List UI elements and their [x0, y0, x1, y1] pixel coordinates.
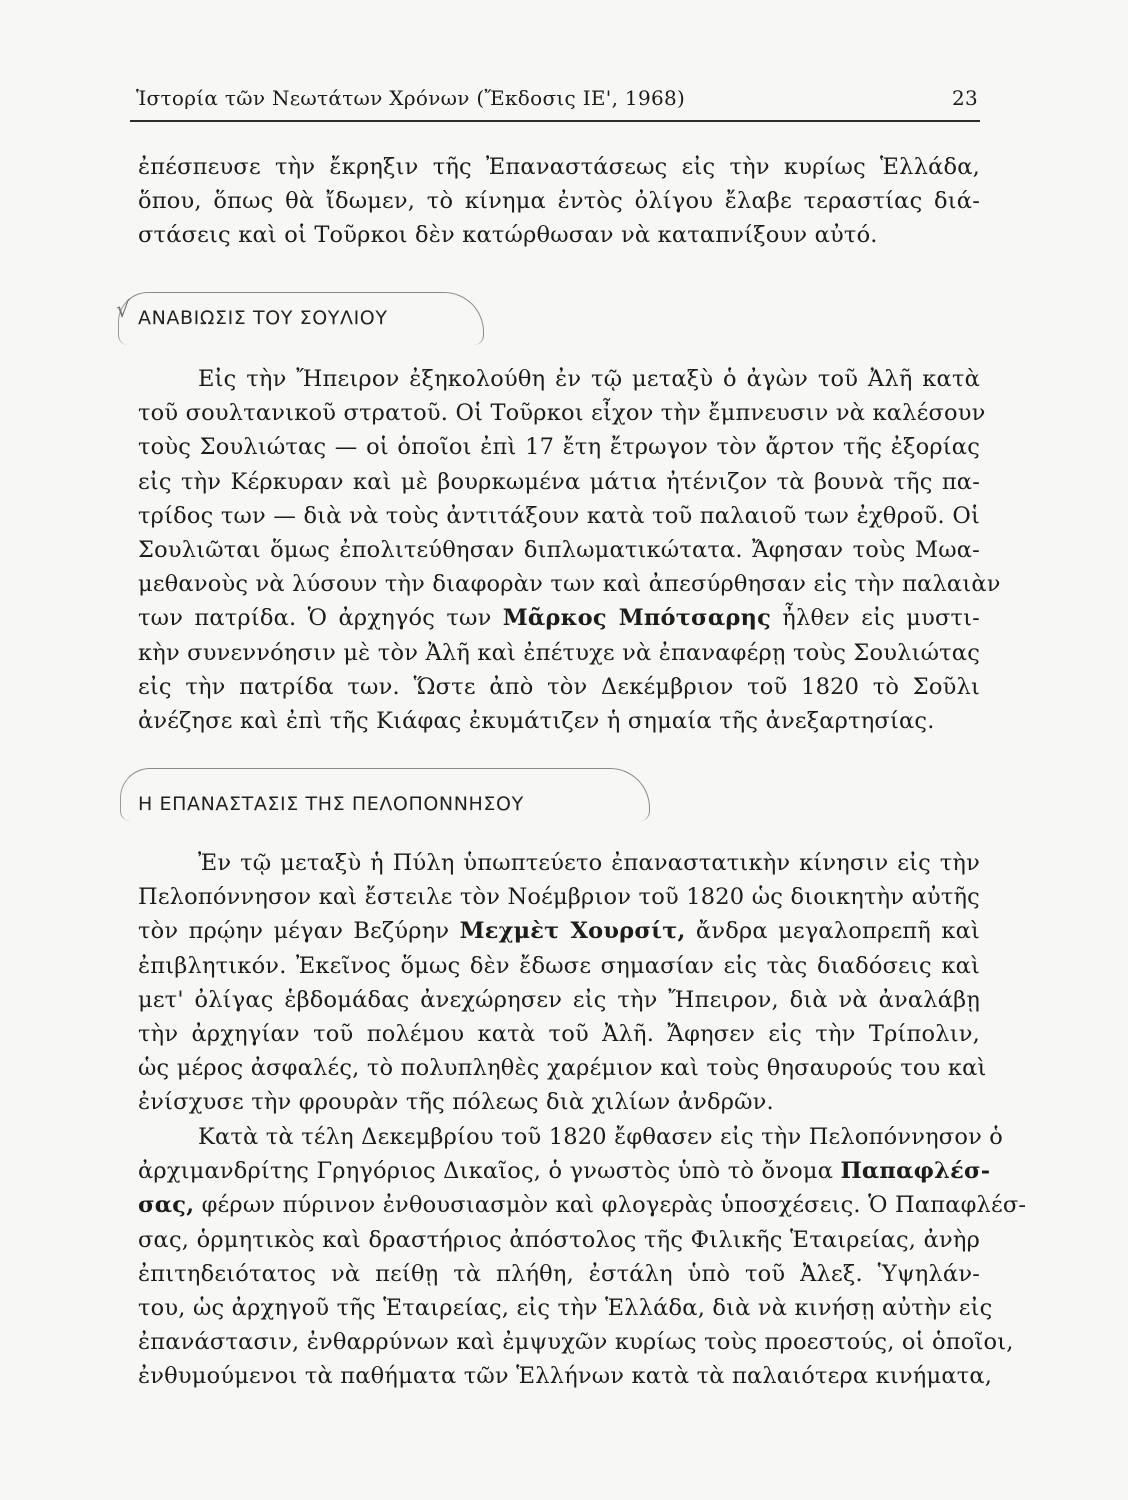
text-line: μεθανοὺς νὰ λύσουν τὴν διαφορὰν των καὶ ἀπεσύρθησαν εἰς τὴν παλαιὰν	[138, 571, 1001, 598]
page-number: 23	[951, 86, 978, 110]
bold-name: Παπαφλέσ-	[840, 1158, 991, 1185]
text-line: κὴν συνεννόησιν μὲ τὸν Ἀλῆ καὶ ἐπέτυχε νὰ ἐπαναφέρῃ τοὺς Σουλιώτας	[138, 639, 980, 666]
text-line: ἐνίσχυσε τὴν φρουρὰν τῆς πόλεως διὰ χιλίων ἀνδρῶν.	[138, 1089, 774, 1116]
text-line: σας, ὁρμητικὸς καὶ δραστήριος ἀπόστολος τῆς Φιλικῆς Ἑταιρείας, ἀνὴρ	[138, 1226, 980, 1253]
text-line	[138, 914, 980, 948]
text-line: τοῦ σουλτανικοῦ στρατοῦ. Οἱ Τοῦρκοι εἶχον τὴν ἔμπνευσιν νὰ καλέσουν	[138, 400, 986, 427]
text-line: του, ὡς ἀρχηγοῦ τῆς Ἑταιρείας, εἰς τὴν Ἑλλάδα, διὰ νὰ κινήσῃ αὐτὴν εἰς	[138, 1294, 993, 1321]
header-title: Ἱστορία τῶν Νεωτάτων Χρόνων (Ἔκδοσις ΙΕ', 1968)	[136, 86, 686, 110]
paragraph-1	[138, 150, 980, 253]
pencil-tick-icon: √	[116, 298, 131, 323]
text-line: Σουλιῶται ὅμως ἐπολιτεύθησαν διπλωματικώτατα. Ἄφησαν τοὺς Μωα-	[138, 536, 980, 563]
section-heading-1: ΑΝΑΒΙΩΣΙΣ ΤΟΥ ΣΟΥΛΙΟΥ	[138, 307, 388, 329]
bold-name: σας,	[138, 1192, 195, 1219]
running-header	[136, 82, 978, 118]
text-line: ὡς μέρος ἀσφαλές, τὸ πολυπληθὲς χαρέμιον καὶ τοὺς θησαυρούς του καὶ	[138, 1055, 987, 1082]
text-line: ἐπανάστασιν, ἐνθαρρύνων καὶ ἐμψυχῶν κυρίως τοὺς προεστούς, οἱ ὁποῖοι,	[138, 1329, 1014, 1356]
text-line: τρίδος των — διὰ νὰ τοὺς ἀντιτάξουν κατὰ τοῦ παλαιοῦ των ἐχθροῦ. Οἱ	[138, 502, 980, 529]
text-line: ἐπιβλητικόν. Ἐκεῖνος ὅμως δὲν ἔδωσε σημασίαν εἰς τὰς διαδόσεις καὶ	[138, 952, 980, 979]
section-heading-2: Η ΕΠΑΝΑΣΤΑΣΙΣ ΤΗΣ ΠΕΛΟΠΟΝΝΗΣΟΥ	[138, 793, 524, 815]
text-line: τοὺς Σουλιώτας — οἱ ὁποῖοι ἐπὶ 17 ἔτη ἔτρωγον τὸν ἄρτον τῆς ἐξορίας	[138, 434, 980, 461]
text-line	[138, 1154, 991, 1188]
text-line: ἀνέζησε καὶ ἐπὶ τῆς Κιάφας ἐκυμάτιζεν ἡ σημαία τῆς ἀνεξαρτησίας.	[138, 707, 935, 734]
text-line: ἐπιτηδειότατος νὰ πείθῃ τὰ πλήθη, ἐστάλη ὑπὸ τοῦ Ἀλεξ. Ὑψηλάν-	[138, 1260, 980, 1287]
text-run: τὸν πρῴην μέγαν Βεζύρην	[138, 918, 460, 945]
text-line: τὴν ἀρχηγίαν τοῦ πολέμου κατὰ τοῦ Ἀλῆ. Ἄφησεν εἰς τὴν Τρίπολιν,	[138, 1020, 980, 1047]
text-line: Ἐν τῷ μεταξὺ ἡ Πύλη ὑπωπτεύετο ἐπαναστατικὴν κίνησιν εἰς τὴν	[198, 850, 980, 876]
paragraph-4	[138, 1120, 1027, 1394]
text-line: μετ' ὀλίγας ἑβδομάδας ἀνεχώρησεν εἰς τὴν Ἤπειρον, διὰ νὰ ἀναλάβῃ	[138, 986, 980, 1013]
text-line: Εἰς τὴν Ἤπειρον ἐξηκολούθη ἐν τῷ μεταξὺ ὁ ἀγὼν τοῦ Ἀλῆ κατὰ	[198, 366, 980, 392]
paragraph-3	[138, 846, 987, 1120]
text-line	[138, 1188, 1027, 1222]
text-run: φέρων πύρινον ἐνθουσιασμὸν καὶ φλογερὰς ὑποσχέσεις. Ὁ Παπαφλέσ-	[194, 1192, 1027, 1219]
text-line: στάσεις καὶ οἱ Τοῦρκοι δὲν κατώρθωσαν νὰ καταπνίξουν αὐτό.	[138, 222, 878, 249]
paragraph-2	[138, 362, 1001, 738]
bold-name: Μᾶρκος Μπότσαρης	[502, 605, 771, 632]
text-run: ἄνδρα μεγαλοπρεπῆ καὶ	[685, 918, 980, 945]
header-rule	[130, 120, 980, 122]
text-run: ἀρχιμανδρίτης Γρηγόριος Δικαῖος, ὁ γνωστὸς ὑπὸ τὸ ὄνομα	[138, 1158, 841, 1185]
bold-name: Μεχμὲτ Χουρσίτ,	[459, 918, 686, 945]
text-line: εἰς τὴν πατρίδα των. Ὥστε ἀπὸ τὸν Δεκέμβριον τοῦ 1820 τὸ Σοῦλι	[138, 673, 980, 700]
text-run: των πατρίδα. Ὁ ἀρχηγός των	[138, 605, 503, 632]
text-line: Κατὰ τὰ τέλη Δεκεμβρίου τοῦ 1820 ἔφθασεν εἰς τὴν Πελοπόννησον ὁ	[198, 1124, 1004, 1150]
text-line: Πελοπόννησον καὶ ἔστειλε τὸν Νοέμβριον τοῦ 1820 ὡς διοικητὴν αὐτῆς	[138, 884, 980, 911]
text-line: ἐπέσπευσε τὴν ἔκρηξιν τῆς Ἐπαναστάσεως εἰς τὴν κυρίως Ἑλλάδα,	[138, 154, 980, 180]
text-line	[138, 601, 980, 635]
text-run: ἦλθεν εἰς μυστι-	[770, 605, 980, 632]
text-line: ἐνθυμούμενοι τὰ παθήματα τῶν Ἑλλήνων κατὰ τὰ παλαιότερα κινήματα,	[138, 1363, 993, 1390]
text-line: ὅπου, ὅπως θὰ ἴδωμεν, τὸ κίνημα ἐντὸς ὀλίγου ἔλαβε τεραστίας διά-	[138, 188, 980, 215]
text-line: εἰς τὴν Κέρκυραν καὶ μὲ βουρκωμένα μάτια ἠτένιζον τὰ βουνὰ τῆς πα-	[138, 468, 980, 495]
